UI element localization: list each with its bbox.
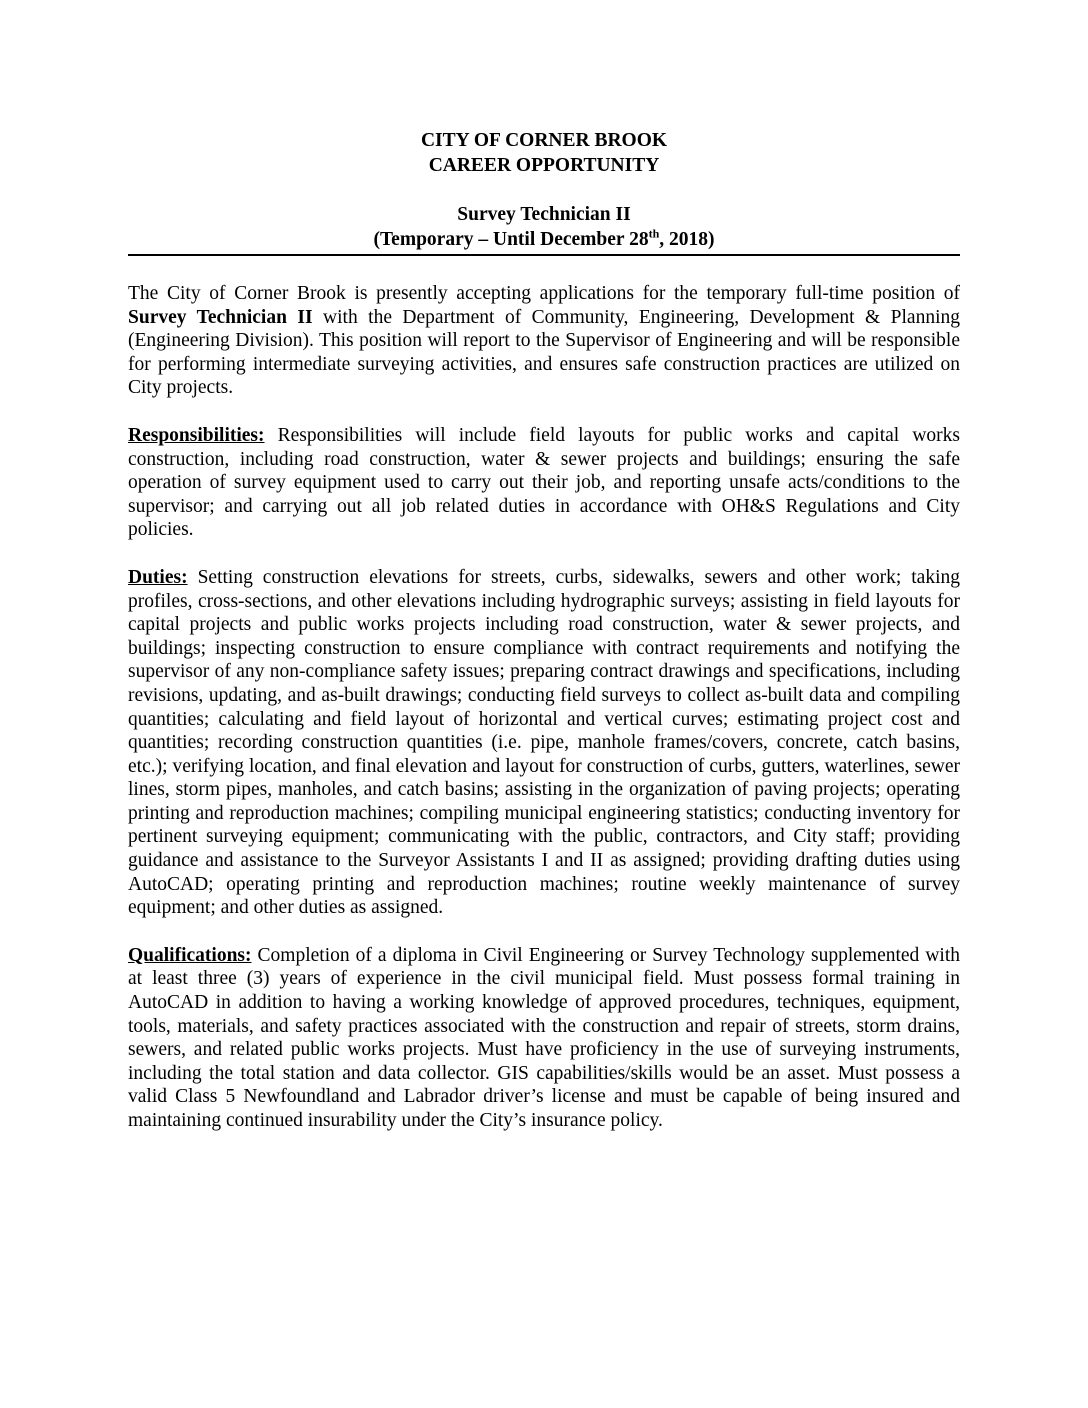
document-page bbox=[128, 128, 960, 1133]
term-prefix: (Temporary – Until December 28 bbox=[373, 229, 649, 250]
duties-label: Duties: bbox=[128, 566, 188, 588]
document-header bbox=[128, 128, 960, 178]
position-title: Survey Technician II bbox=[457, 204, 631, 225]
organization-name: CITY OF CORNER BROOK bbox=[420, 130, 668, 151]
intro-position-name: Survey Technician II bbox=[128, 306, 313, 328]
responsibilities-text: Responsibilities will include field layouts for public works and capital works construction, including road construction, water & sewer projects and buildings; ensuring the safe operation of survey equipment used to carry out their job, and reporting unsafe acts/conditions to the supervisor; and carrying out all job related duties in accordance with OH&S Regulations and City policies. bbox=[128, 424, 960, 541]
position-heading bbox=[128, 202, 960, 256]
intro-paragraph bbox=[128, 282, 960, 400]
responsibilities-label: Responsibilities: bbox=[128, 424, 265, 446]
intro-text-after: with the Department of Community, Engineering, Development & Planning (Engineering Division). This position will report to the Supervisor of Engineering and will be responsible for performing intermediate surveying activities, and ensures safe construction practices are utilized on City projects. bbox=[128, 306, 960, 399]
responsibilities-paragraph bbox=[128, 424, 960, 542]
qualifications-paragraph bbox=[128, 944, 960, 1133]
term-suffix: , 2018) bbox=[659, 229, 715, 250]
intro-text-before: The City of Corner Brook is presently accepting applications for the temporary full-time position of bbox=[128, 283, 960, 304]
duties-text: Setting construction elevations for streets, curbs, sidewalks, sewers and other work; taking profiles, cross-sections, and other elevations including hydrographic surveys; assisting in field layouts for capital projects and public works projects including road construction, water & sewer projects, and buildings; inspecting construction to ensure compliance with contract requirements and notifying the supervisor of any non-compliance safety issues; preparing contract drawings and specifications, including revisions, updating, and as-built drawings; conducting field surveys to collect as-built data and compiling quantities; calculating and field layout of horizontal and vertical curves; estimating project cost and quantities; recording construction quantities (i.e. pipe, manhole frames/covers, concrete, catch basins, etc.); verifying location, and final elevation and layout for construction of curbs, gutters, waterlines, sewer lines, storm pipes, manholes, and catch basins; assisting in the organization of paving projects; operating printing and reproduction machines; compiling municipal engineering statistics; conducting inventory for pertinent surveying equipment; communicating with the public, contractors, and City staff; providing guidance and assistance to the Surveyor Assistants I and II as assigned; providing drafting duties using AutoCAD; operating printing and reproduction machines; routine weekly maintenance of survey equipment; and other duties as assigned. bbox=[128, 566, 960, 919]
qualifications-text: Completion of a diploma in Civil Engineering or Survey Technology supplemented with at least three (3) years of experience in the civil municipal field. Must possess formal training in AutoCAD in addition to having a working knowledge of approved procedures, techniques, equipment, tools, materials, and safety practices associated with the construction and repair of streets, storm drains, sewers, and related public works projects. Must have proficiency in the use of surveying instruments, including the total station and data collector. GIS capabilities/skills would be an asset. Must possess a valid Class 5 Newfoundland and Labrador driver’s license and must be capable of being insured and maintaining continued insurability under the City’s insurance policy. bbox=[128, 944, 960, 1131]
qualifications-label: Qualifications: bbox=[128, 944, 252, 966]
duties-paragraph bbox=[128, 566, 960, 920]
notice-type: CAREER OPPORTUNITY bbox=[428, 155, 660, 176]
position-term bbox=[128, 227, 960, 252]
term-superscript: th bbox=[648, 226, 660, 241]
